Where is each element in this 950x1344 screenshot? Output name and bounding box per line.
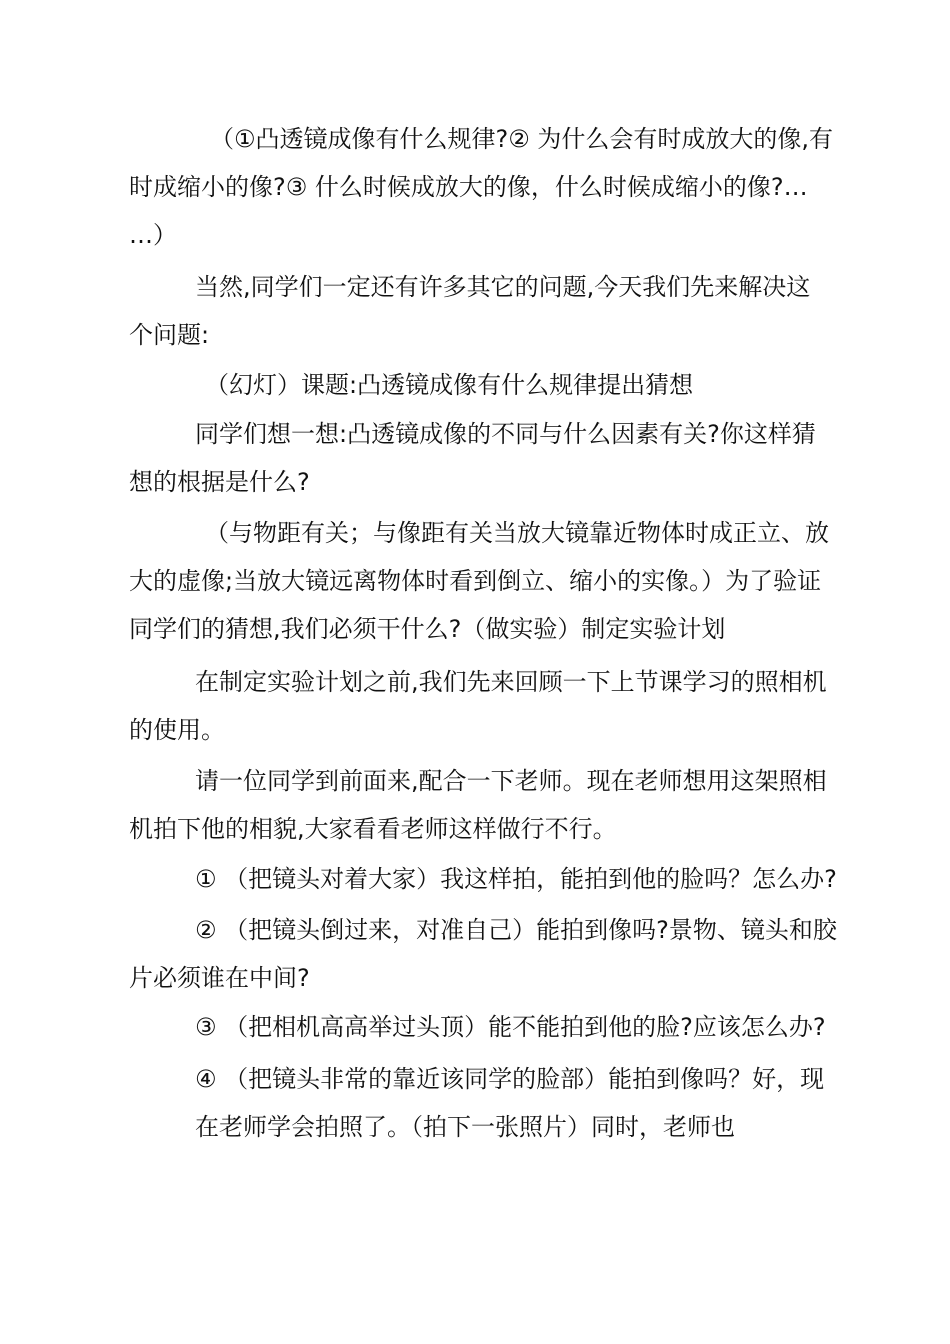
lesson-title-paragraph <box>129 361 824 409</box>
paragraph-line: 请一位同学到前面来,配合一下老师。现在老师想用这架照相 <box>195 767 827 795</box>
step-1-paragraph <box>129 855 837 903</box>
intro-paragraph <box>129 263 824 359</box>
demonstration-paragraph <box>129 757 827 853</box>
review-paragraph <box>129 658 827 754</box>
paragraph-line: 大的虚像;当放大镜远离物体时看到倒立、缩小的实像。）为了验证 <box>129 567 822 595</box>
hypothesis-question-paragraph <box>129 410 824 506</box>
step-2-paragraph <box>129 906 837 1002</box>
paragraph-line: ③ （把相机高高举过头顶）能不能拍到他的脸?应该怎么办? <box>195 1013 826 1041</box>
paragraph-line: 想的根据是什么? <box>129 468 310 496</box>
paragraph-line: 同学们想一想:凸透镜成像的不同与什么因素有关?你这样猜 <box>195 420 816 448</box>
paragraph-line: …） <box>129 221 177 249</box>
step-3-paragraph <box>129 1003 824 1051</box>
paragraph-line: 在制定实验计划之前,我们先来回顾一下上节课学习的照相机 <box>195 668 827 696</box>
paragraph-line: ④ （把镜头非常的靠近该同学的脸部）能拍到像吗？好，现 <box>195 1065 825 1093</box>
paragraph-line: 片必须谁在中间? <box>129 964 310 992</box>
paragraph-line: 机拍下他的相貌,大家看看老师这样做行不行。 <box>129 815 617 843</box>
paragraph-line: 在老师学会拍照了。（拍下一张照片）同时，老师也 <box>195 1113 735 1141</box>
paragraph-line: （①凸透镜成像有什么规律?② 为什么会有时成放大的像,有 <box>210 125 834 153</box>
paragraph-line: 时成缩小的像?③ 什么时候成放大的像，什么时候成缩小的像?… <box>129 173 808 201</box>
step-4-paragraph <box>129 1055 824 1151</box>
hypothesis-answer-paragraph <box>129 509 829 653</box>
paragraph-line: 当然,同学们一定还有许多其它的问题,今天我们先来解决这 <box>195 273 811 301</box>
paragraph-line: 同学们的猜想,我们必须干什么?（做实验）制定实验计划 <box>129 615 726 643</box>
paragraph-line: 的使用。 <box>129 716 225 744</box>
paragraph-line: ② （把镜头倒过来，对准自己）能拍到像吗?景物、镜头和胶 <box>195 916 837 944</box>
paragraph-line: （幻灯）课题:凸透镜成像有什么规律提出猜想 <box>205 371 694 399</box>
paragraph-line: （与物距有关；与像距有关当放大镜靠近物体时成正立、放 <box>205 519 829 547</box>
paragraph-line: 个问题: <box>129 321 210 349</box>
question-list-paragraph <box>129 115 834 259</box>
paragraph-line: ① （把镜头对着大家）我这样拍，能拍到他的脸吗？怎么办? <box>195 865 837 893</box>
